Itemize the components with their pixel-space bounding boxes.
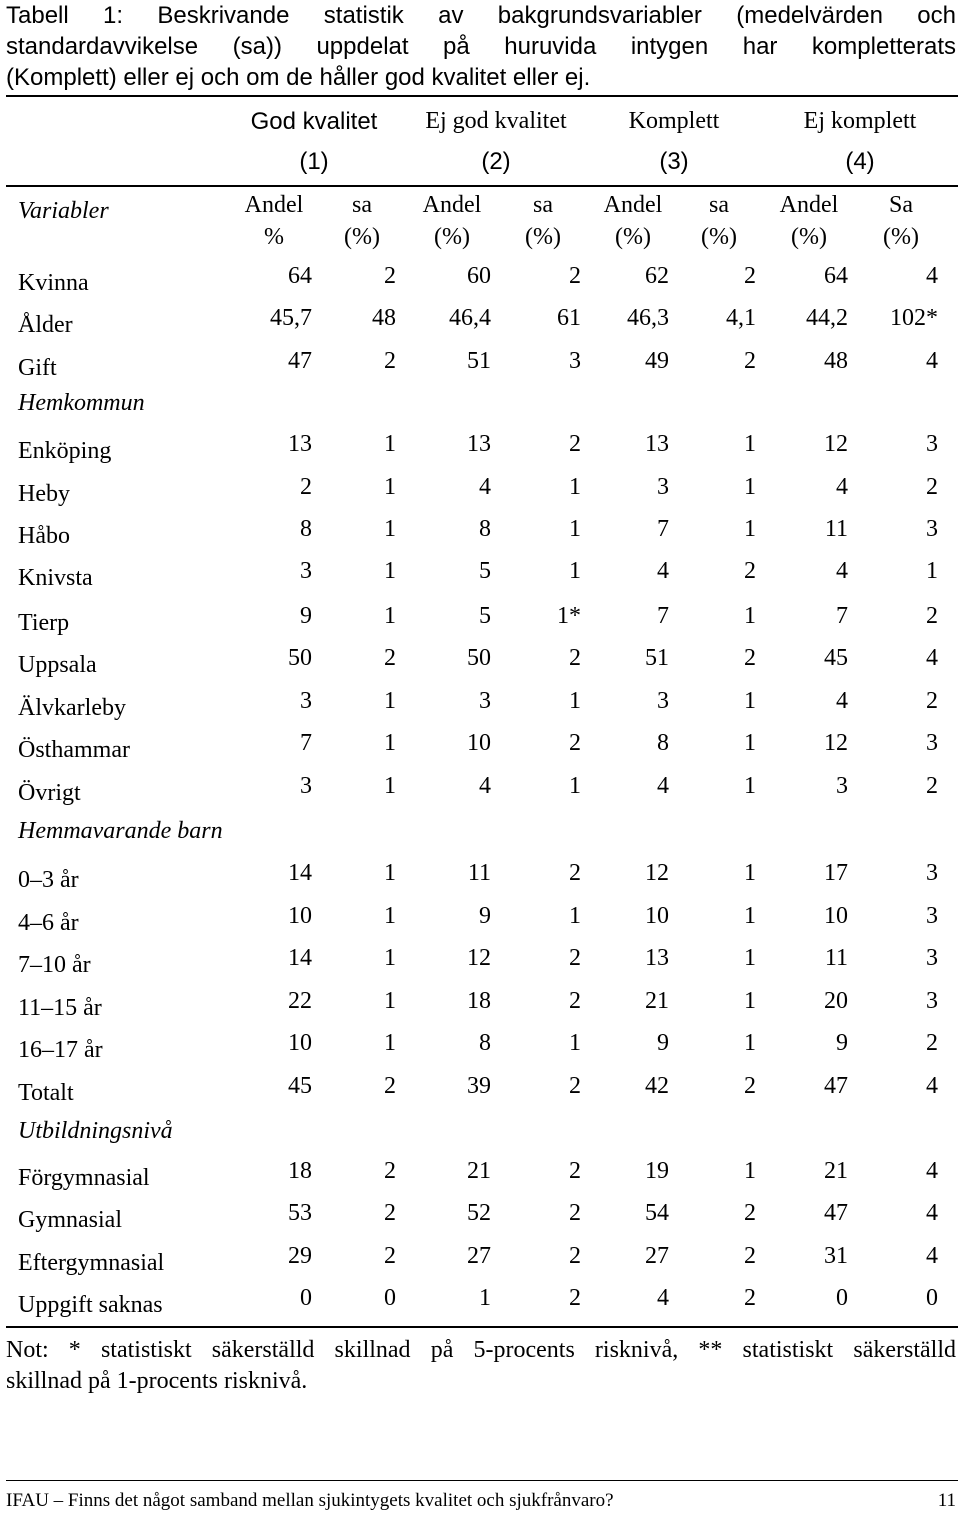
- table-cell: 45: [288, 1073, 312, 1099]
- row-label: Kvinna: [18, 270, 89, 296]
- subheader-top-4: sa: [533, 192, 553, 218]
- table-cell: 1: [569, 688, 581, 714]
- table-cell: 39: [467, 1073, 491, 1099]
- table-cell: 10: [824, 903, 848, 929]
- table-cell: 3: [569, 348, 581, 374]
- table-cell: 1: [479, 1285, 491, 1311]
- table-cell: 3: [926, 945, 938, 971]
- table-cell: 0: [836, 1285, 848, 1311]
- table-cell: 10: [288, 903, 312, 929]
- table-cell: 1: [384, 1030, 396, 1056]
- row-label: Knivsta: [18, 565, 93, 591]
- table-cell: 2: [569, 431, 581, 457]
- table-cell: 14: [288, 860, 312, 886]
- table-cell: 3: [926, 516, 938, 542]
- table-cell: 2: [744, 1073, 756, 1099]
- table-cell: 1: [384, 431, 396, 457]
- section-label: Utbildningsnivå: [18, 1118, 173, 1144]
- table-cell: 27: [645, 1243, 669, 1269]
- row-label: Gift: [18, 355, 57, 381]
- table-cell: 2: [926, 603, 938, 629]
- table-cell: 20: [824, 988, 848, 1014]
- table-cell: 3: [300, 773, 312, 799]
- table-cell: 7: [300, 730, 312, 756]
- table-cell: 51: [645, 645, 669, 671]
- bottom-rule: [6, 1326, 958, 1328]
- table-cell: 19: [645, 1158, 669, 1184]
- table-cell: 48: [824, 348, 848, 374]
- table-cell: 64: [288, 263, 312, 289]
- row-label: 4–6 år: [18, 910, 79, 936]
- table-cell: 2: [744, 263, 756, 289]
- table-cell: 60: [467, 263, 491, 289]
- table-cell: 1: [744, 431, 756, 457]
- table-cell: 2: [569, 945, 581, 971]
- table-cell: 1: [569, 516, 581, 542]
- table-cell: 4: [926, 1073, 938, 1099]
- table-cell: 52: [467, 1200, 491, 1226]
- row-label: Uppgift saknas: [18, 1292, 163, 1318]
- table-cell: 8: [300, 516, 312, 542]
- subheader-top-1: Andel: [244, 192, 304, 218]
- table-cell: 4: [479, 773, 491, 799]
- group-title-1: God kvalitet: [250, 108, 378, 135]
- row-label: Förgymnasial: [18, 1165, 150, 1191]
- table-cell: 1: [384, 903, 396, 929]
- table-cell: 12: [467, 945, 491, 971]
- subheader-bottom-8: (%): [883, 224, 919, 250]
- table-cell: 1: [744, 516, 756, 542]
- table-cell: 4: [926, 1200, 938, 1226]
- table-cell: 3: [479, 688, 491, 714]
- table-cell: 31: [824, 1243, 848, 1269]
- table-cell: 2: [569, 730, 581, 756]
- table-cell: 8: [479, 1030, 491, 1056]
- table-cell: 4: [479, 474, 491, 500]
- table-cell: 18: [288, 1158, 312, 1184]
- table-cell: 46,4: [449, 305, 491, 331]
- table-cell: 1: [744, 945, 756, 971]
- table-cell: 2: [569, 1158, 581, 1184]
- table-cell: 4,1: [726, 305, 756, 331]
- row-label: Övrigt: [18, 780, 81, 806]
- group-number-2: (2): [481, 148, 511, 175]
- row-label: Gymnasial: [18, 1207, 122, 1233]
- table-cell: 22: [288, 988, 312, 1014]
- table-cell: 1*: [557, 603, 581, 629]
- caption-line-2: standardavvikelse (sa)) uppdelat på huruvida intygen har kompletterats: [6, 33, 956, 60]
- table-cell: 2: [569, 645, 581, 671]
- table-cell: 1: [384, 516, 396, 542]
- table-cell: 12: [824, 730, 848, 756]
- table-cell: 2: [744, 1200, 756, 1226]
- table-cell: 50: [288, 645, 312, 671]
- page-number: 11: [937, 1490, 956, 1511]
- table-cell: 0: [926, 1285, 938, 1311]
- table-cell: 5: [479, 558, 491, 584]
- table-cell: 3: [657, 474, 669, 500]
- subheader-bottom-6: (%): [701, 224, 737, 250]
- table-cell: 12: [645, 860, 669, 886]
- table-cell: 4: [657, 773, 669, 799]
- table-cell: 46,3: [627, 305, 669, 331]
- table-cell: 1: [384, 860, 396, 886]
- table-cell: 1: [744, 688, 756, 714]
- table-cell: 17: [824, 860, 848, 886]
- table-cell: 61: [557, 305, 581, 331]
- table-cell: 2: [569, 1073, 581, 1099]
- table-cell: 10: [645, 903, 669, 929]
- table-cell: 3: [300, 688, 312, 714]
- table-cell: 1: [384, 603, 396, 629]
- table-cell: 4: [926, 348, 938, 374]
- table-cell: 1: [744, 860, 756, 886]
- table-cell: 1: [744, 988, 756, 1014]
- table-cell: 51: [467, 348, 491, 374]
- footer-rule: [6, 1480, 958, 1481]
- table-cell: 2: [926, 688, 938, 714]
- table-cell: 12: [824, 431, 848, 457]
- table-cell: 2: [926, 474, 938, 500]
- table-cell: 4: [926, 1158, 938, 1184]
- table-cell: 102*: [890, 305, 938, 331]
- table-cell: 1: [569, 474, 581, 500]
- table-cell: 7: [657, 603, 669, 629]
- table-cell: 2: [384, 1073, 396, 1099]
- row-label: Enköping: [18, 438, 112, 464]
- row-label: 11–15 år: [18, 995, 102, 1021]
- table-cell: 1: [384, 558, 396, 584]
- table-cell: 2: [569, 263, 581, 289]
- subheader-top-2: sa: [352, 192, 372, 218]
- section-label: Hemkommun: [18, 390, 145, 416]
- table-cell: 1: [569, 773, 581, 799]
- top-rule: [6, 95, 958, 97]
- row-label: Håbo: [18, 523, 70, 549]
- table-cell: 47: [824, 1200, 848, 1226]
- table-cell: 21: [645, 988, 669, 1014]
- table-cell: 2: [926, 773, 938, 799]
- row-label: Älvkarleby: [18, 695, 126, 721]
- row-label: 0–3 år: [18, 867, 79, 893]
- table-cell: 2: [926, 1030, 938, 1056]
- table-cell: 4: [836, 688, 848, 714]
- table-cell: 1: [384, 688, 396, 714]
- table-cell: 47: [824, 1073, 848, 1099]
- table-cell: 2: [744, 1285, 756, 1311]
- table-cell: 2: [384, 348, 396, 374]
- group-number-4: (4): [845, 148, 875, 175]
- table-caption: [6, 0, 956, 93]
- group-number-3: (3): [659, 148, 689, 175]
- row-label: Eftergymnasial: [18, 1250, 165, 1276]
- table-cell: 45,7: [270, 305, 312, 331]
- subheader-bottom-2: (%): [344, 224, 380, 250]
- table-cell: 9: [836, 1030, 848, 1056]
- group-title-4: Ej komplett: [803, 108, 917, 134]
- subheader-top-6: sa: [709, 192, 729, 218]
- table-cell: 1: [384, 730, 396, 756]
- table-cell: 1: [384, 945, 396, 971]
- table-cell: 1: [744, 730, 756, 756]
- table-cell: 27: [467, 1243, 491, 1269]
- table-cell: 54: [645, 1200, 669, 1226]
- table-cell: 4: [836, 558, 848, 584]
- table-cell: 13: [467, 431, 491, 457]
- table-cell: 1: [744, 1158, 756, 1184]
- table-cell: 62: [645, 263, 669, 289]
- table-cell: 3: [300, 558, 312, 584]
- table-cell: 48: [372, 305, 396, 331]
- group-number-1: (1): [299, 148, 329, 175]
- table-cell: 1: [926, 558, 938, 584]
- table-cell: 13: [288, 431, 312, 457]
- table-cell: 3: [926, 730, 938, 756]
- table-cell: 2: [384, 1200, 396, 1226]
- table-cell: 2: [384, 1243, 396, 1269]
- table-cell: 8: [479, 516, 491, 542]
- table-cell: 4: [926, 1243, 938, 1269]
- table-cell: 49: [645, 348, 669, 374]
- table-cell: 7: [836, 603, 848, 629]
- subheader-top-8: Sa: [889, 192, 913, 218]
- table-cell: 2: [569, 988, 581, 1014]
- table-cell: 2: [744, 348, 756, 374]
- table-cell: 3: [926, 903, 938, 929]
- table-cell: 9: [479, 903, 491, 929]
- table-cell: 42: [645, 1073, 669, 1099]
- table-cell: 1: [744, 903, 756, 929]
- subheader-bottom-1: %: [264, 224, 284, 250]
- table-cell: 2: [384, 263, 396, 289]
- table-cell: 2: [384, 645, 396, 671]
- row-label: Tierp: [18, 610, 70, 636]
- group-title-3: Komplett: [628, 108, 720, 134]
- table-cell: 53: [288, 1200, 312, 1226]
- row-label: Östhammar: [18, 737, 130, 763]
- subheader-bottom-4: (%): [525, 224, 561, 250]
- row-label: 16–17 år: [18, 1037, 103, 1063]
- table-cell: 3: [926, 431, 938, 457]
- table-cell: 7: [657, 516, 669, 542]
- table-note: [6, 1335, 956, 1397]
- table-cell: 13: [645, 431, 669, 457]
- table-cell: 2: [569, 1243, 581, 1269]
- table-cell: 11: [824, 945, 848, 971]
- note-line-2: skillnad på 1-procents risknivå.: [6, 1368, 308, 1394]
- table-cell: 21: [824, 1158, 848, 1184]
- table-cell: 3: [657, 688, 669, 714]
- table-cell: 3: [926, 860, 938, 886]
- subheader-top-3: Andel: [422, 192, 482, 218]
- table-cell: 0: [384, 1285, 396, 1311]
- table-cell: 2: [384, 1158, 396, 1184]
- table-cell: 4: [836, 474, 848, 500]
- footer-text: IFAU – Finns det något samband mellan sjukintygets kvalitet och sjukfrånvaro?: [6, 1490, 614, 1511]
- table-cell: 1: [744, 474, 756, 500]
- table-cell: 4: [657, 558, 669, 584]
- table-cell: 10: [288, 1030, 312, 1056]
- table-cell: 1: [569, 903, 581, 929]
- table-cell: 9: [300, 603, 312, 629]
- table-cell: 1: [384, 474, 396, 500]
- caption-line-3: (Komplett) eller ej och om de håller god kvalitet eller ej.: [6, 64, 591, 91]
- table-cell: 2: [569, 860, 581, 886]
- subheader-top-7: Andel: [779, 192, 839, 218]
- table-cell: 11: [824, 516, 848, 542]
- table-cell: 45: [824, 645, 848, 671]
- table-cell: 2: [744, 645, 756, 671]
- subheader-bottom-3: (%): [434, 224, 470, 250]
- table-cell: 11: [467, 860, 491, 886]
- table-cell: 1: [384, 988, 396, 1014]
- table-cell: 29: [288, 1243, 312, 1269]
- table-cell: 47: [288, 348, 312, 374]
- table-cell: 10: [467, 730, 491, 756]
- variable-header: Variabler: [18, 198, 109, 224]
- table-cell: 2: [744, 1243, 756, 1269]
- table-cell: 1: [384, 773, 396, 799]
- table-cell: 3: [926, 988, 938, 1014]
- table-cell: 13: [645, 945, 669, 971]
- group-title-2: Ej god kvalitet: [425, 108, 567, 134]
- table-cell: 8: [657, 730, 669, 756]
- subheader-bottom-7: (%): [791, 224, 827, 250]
- table-cell: 1: [569, 558, 581, 584]
- table-cell: 1: [744, 603, 756, 629]
- table-cell: 9: [657, 1030, 669, 1056]
- table-cell: 18: [467, 988, 491, 1014]
- table-cell: 1: [744, 773, 756, 799]
- table-cell: 0: [300, 1285, 312, 1311]
- table-cell: 5: [479, 603, 491, 629]
- row-label: Totalt: [18, 1080, 74, 1106]
- table-cell: 50: [467, 645, 491, 671]
- table-cell: 3: [836, 773, 848, 799]
- table-cell: 2: [569, 1200, 581, 1226]
- table-cell: 2: [569, 1285, 581, 1311]
- subheader-top-5: Andel: [603, 192, 663, 218]
- row-label: 7–10 år: [18, 952, 91, 978]
- table-cell: 1: [744, 1030, 756, 1056]
- table-cell: 4: [926, 645, 938, 671]
- caption-line-1: Tabell 1: Beskrivande statistik av bakgrundsvariabler (medelvärden och: [6, 2, 956, 29]
- table-cell: 1: [569, 1030, 581, 1056]
- subheader-bottom-5: (%): [615, 224, 651, 250]
- section-label: Hemmavarande barn: [18, 818, 223, 844]
- note-line-1: Not: * statistiskt säkerställd skillnad på 5-procents risknivå, ** statistiskt säkerställd: [6, 1337, 956, 1363]
- header-rule: [6, 185, 958, 187]
- table-cell: 14: [288, 945, 312, 971]
- table-cell: 64: [824, 263, 848, 289]
- table-cell: 2: [744, 558, 756, 584]
- row-label: Uppsala: [18, 652, 97, 678]
- row-label: Heby: [18, 481, 70, 507]
- table-cell: 4: [926, 263, 938, 289]
- table-cell: 44,2: [806, 305, 848, 331]
- table-cell: 21: [467, 1158, 491, 1184]
- row-label: Ålder: [18, 312, 73, 338]
- table-cell: 4: [657, 1285, 669, 1311]
- table-cell: 2: [300, 474, 312, 500]
